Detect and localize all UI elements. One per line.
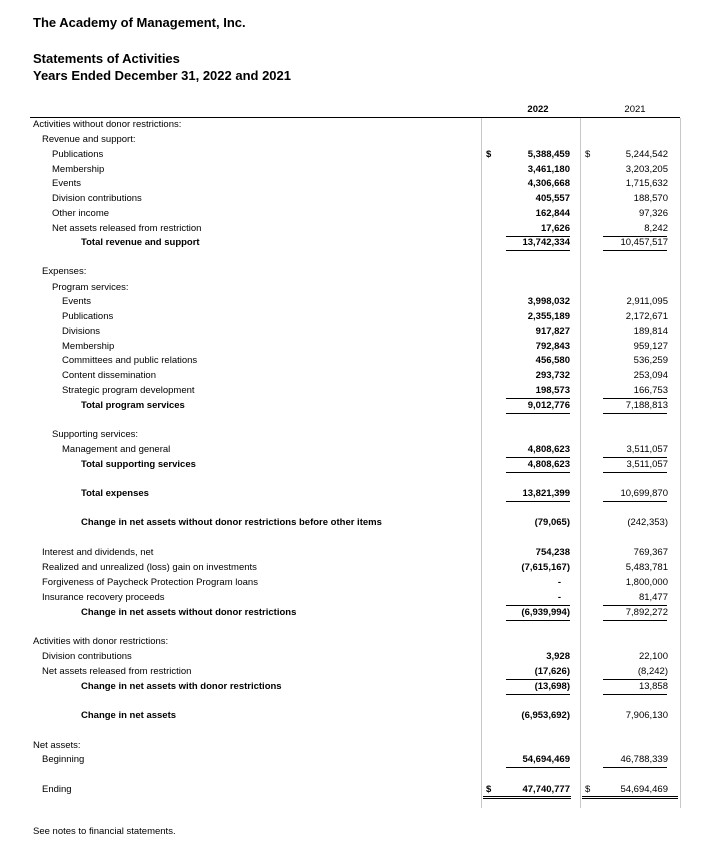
row-label: Change in net assets with donor restrictions [81,681,282,692]
row-label: Committees and public relations [62,355,198,366]
value-2022: (79,065) [534,517,570,528]
section-heading-without-donor-restrictions [0,118,708,132]
currency-symbol: $ [585,149,591,160]
underline [603,694,667,695]
underline [506,501,570,502]
value-2022: 13,821,399 [522,488,570,499]
row-label: Total expenses [81,488,149,499]
value-2022: 3,928 [546,651,570,662]
table-row-total [0,399,708,413]
table-row [0,443,708,457]
row-label: Expenses: [42,266,87,277]
row-label: Division contributions [42,651,132,662]
row-label: Activities without donor restrictions: [33,119,182,130]
row-label: Events [62,296,92,307]
row-label: Net assets released from restriction [42,666,192,677]
table-row [0,207,708,221]
value-2021: 81,477 [638,592,668,603]
value-2021: 3,511,057 [626,459,668,470]
table-row [0,561,708,575]
table-row [0,295,708,309]
value-2022: 293,732 [535,370,570,381]
table-row [0,192,708,206]
double-underline [483,796,571,799]
row-label: Membership [52,164,105,175]
subsection-heading-program-services [0,281,708,295]
row-label: Supporting services: [52,429,139,440]
underline [506,694,570,695]
value-2021: 253,094 [633,370,668,381]
table-row [0,576,708,590]
value-2021: 189,814 [633,326,668,337]
value-2022: 405,557 [535,193,570,204]
value-2022: 47,740,777 [522,784,570,795]
currency-symbol: $ [585,784,591,795]
table-row [0,665,708,679]
row-label: Interest and dividends, net [42,547,154,558]
underline [603,501,667,502]
table-row-ending [0,783,708,797]
row-label: Insurance recovery proceeds [42,592,165,603]
value-2022: 3,998,032 [527,296,570,307]
value-2021: 2,172,671 [625,311,668,322]
value-2021: 769,367 [633,547,668,558]
table-row [0,546,708,560]
value-2022: 456,580 [535,355,570,366]
row-label: Change in net assets without donor restrictions before other items [81,517,382,528]
row-label: Forgiveness of Paycheck Protection Program loans [42,577,258,588]
underline [506,767,570,768]
row-label: Publications [62,311,114,322]
row-label: Events [52,178,82,189]
row-label: Change in net assets without donor restrictions [81,607,297,618]
row-label: Divisions [62,326,101,337]
value-2021: 3,203,205 [625,164,668,175]
table-row [0,354,708,368]
value-2022: 54,694,469 [522,754,570,765]
row-label: Publications [52,149,104,160]
row-label: Content dissemination [62,370,156,381]
table-row-total [0,709,708,723]
row-label: Program services: [52,282,129,293]
value-2021: 54,694,469 [620,784,668,795]
table-row-total [0,458,708,472]
section-heading-with-donor-restrictions [0,635,708,649]
table-row [0,222,708,236]
row-label: Strategic program development [62,385,195,396]
value-2022: (6,953,692) [521,710,570,721]
value-2022: 198,573 [535,385,570,396]
row-label: Total revenue and support [81,237,200,248]
value-2022: 3,461,180 [527,164,570,175]
row-label: Change in net assets [81,710,177,721]
row-label: Realized and unrealized (loss) gain on investments [42,562,257,573]
underline [603,620,667,621]
value-2022: 9,012,776 [527,400,570,411]
underline [506,250,570,251]
value-2022: (6,939,994) [521,607,570,618]
footnote: See notes to financial statements. [33,826,176,837]
value-2021: 166,753 [633,385,668,396]
value-2022: 13,742,334 [522,237,570,248]
value-2021: 5,483,781 [625,562,668,573]
value-2022: (7,615,167) [521,562,570,573]
value-2022: 917,827 [535,326,570,337]
row-label: Total supporting services [81,459,196,470]
value-2022: 754,238 [535,547,570,558]
table-row [0,650,708,664]
table-row [0,177,708,191]
subsection-heading-revenue [0,133,708,147]
table-row-total [0,236,708,250]
currency-symbol: $ [486,149,492,160]
section-heading-net-assets [0,739,708,753]
value-2021: 2,911,095 [626,296,668,307]
table-row-total [0,606,708,620]
value-2022: 2,355,189 [527,311,570,322]
value-2022: 4,808,623 [527,444,570,455]
row-label: Net assets: [33,740,81,751]
value-2021: 5,244,542 [625,149,668,160]
underline [506,472,570,473]
value-2021: (8,242) [637,666,668,677]
value-2021: 10,699,870 [620,488,668,499]
row-label: Management and general [62,444,171,455]
underline [603,413,667,414]
underline [603,767,667,768]
table-row [0,753,708,767]
row-label: Beginning [42,754,85,765]
statement-title: Statements of Activities [33,51,180,66]
value-2022: - [557,577,561,588]
value-2022: 5,388,459 [527,149,570,160]
table-row [0,340,708,354]
table-row [0,310,708,324]
table-row-total [0,680,708,694]
value-2022: 4,306,668 [527,178,570,189]
row-label: Ending [42,784,72,795]
value-2021: 3,511,057 [626,444,668,455]
value-2021: 959,127 [633,341,668,352]
value-2022: 792,843 [535,341,570,352]
underline [506,620,570,621]
value-2021: 1,715,632 [625,178,668,189]
row-label: Total program services [81,400,185,411]
row-label: Division contributions [52,193,142,204]
value-2021: 46,788,339 [620,754,668,765]
value-2022: 17,626 [540,223,570,234]
statement-period: Years Ended December 31, 2022 and 2021 [33,68,291,83]
value-2022: 4,808,623 [527,459,570,470]
underline [603,472,667,473]
value-2021: 8,242 [644,223,668,234]
column-header-2021: 2021 [624,104,646,115]
table-row [0,325,708,339]
value-2022: 162,844 [535,208,570,219]
value-2021: (242,353) [627,517,668,528]
currency-symbol: $ [486,784,492,795]
value-2022: - [557,592,561,603]
row-label: Other income [52,208,110,219]
double-underline [582,796,678,799]
table-row-total [0,516,708,530]
subsection-heading-expenses [0,265,708,279]
value-2021: 7,188,813 [625,400,668,411]
value-2021: 7,906,130 [625,710,668,721]
column-header-2022: 2022 [527,104,549,115]
value-2021: 188,570 [633,193,668,204]
underline [603,250,667,251]
value-2021: 13,858 [638,681,668,692]
table-row [0,591,708,605]
row-label: Net assets released from restriction [52,223,202,234]
value-2021: 22,100 [638,651,668,662]
value-2021: 97,326 [638,208,668,219]
underline [506,413,570,414]
row-label: Revenue and support: [42,134,136,145]
row-label: Membership [62,341,115,352]
table-row [0,163,708,177]
table-row [0,384,708,398]
value-2021: 10,457,517 [620,237,668,248]
value-2021: 7,892,272 [625,607,668,618]
subsection-heading-supporting-services [0,428,708,442]
value-2021: 1,800,000 [625,577,668,588]
table-row [0,148,708,162]
table-row-total [0,487,708,501]
row-label: Activities with donor restrictions: [33,636,169,647]
table-row [0,369,708,383]
value-2021: 536,259 [633,355,668,366]
organization-name: The Academy of Management, Inc. [33,15,246,30]
value-2022: (17,626) [534,666,570,677]
value-2022: (13,698) [534,681,570,692]
